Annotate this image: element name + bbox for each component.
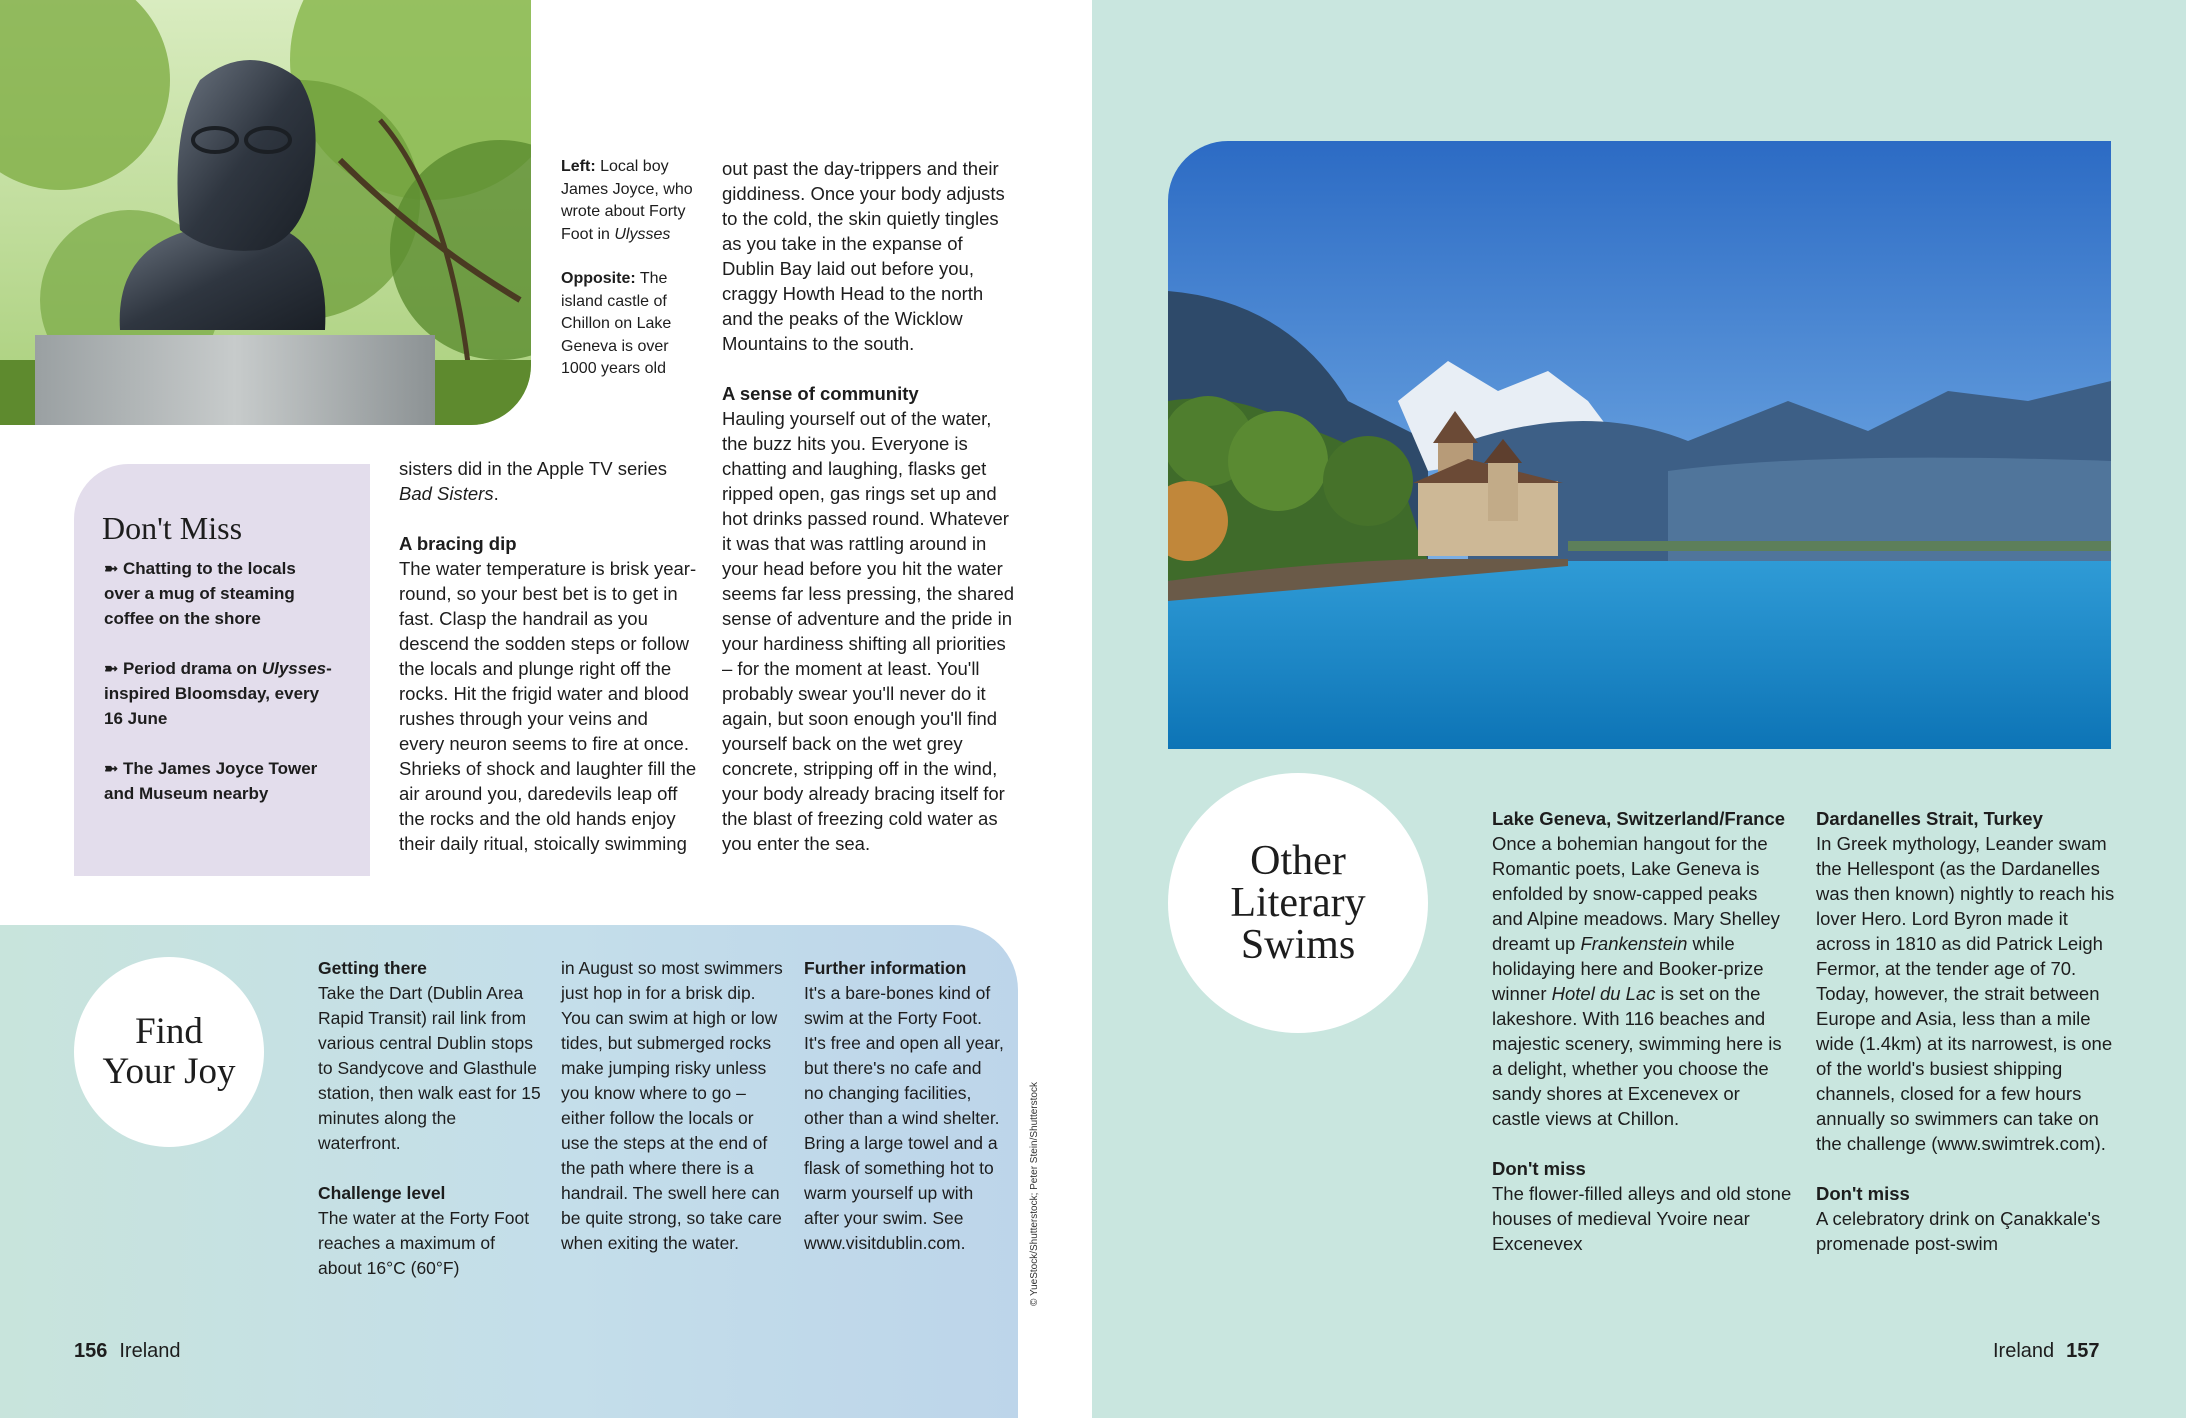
caption-left-italic: Ulysses xyxy=(614,225,671,243)
caption-opposite-label: Opposite: xyxy=(561,270,636,287)
getting-there-heading: Getting there xyxy=(318,958,427,978)
chillon-castle-photo xyxy=(1168,141,2111,749)
dont-miss-body: A celebratory drink on Çanakkale's promenade post-swim xyxy=(1816,1208,2101,1254)
find-joy-title-line: Find xyxy=(135,1011,203,1052)
page-number: 156 xyxy=(74,1340,108,1362)
getting-there-body: Take the Dart (Dublin Area Rapid Transit) rail link from various central Dublin stops to Sandycove and Glasthule station, then walk east for 15 minutes along the waterfront. xyxy=(318,983,541,1153)
lake-geneva-italic: Frankenstein xyxy=(1580,933,1688,954)
lake-geneva-heading: Lake Geneva, Switzerland/France xyxy=(1492,808,1786,829)
dont-miss-item xyxy=(104,656,334,731)
intro-text: sisters did in the Apple TV series xyxy=(399,458,668,479)
dont-miss-item xyxy=(104,756,334,806)
section-label: Ireland xyxy=(1993,1340,2055,1362)
intro-italic: Bad Sisters xyxy=(399,483,494,504)
arrow-icon: ➼ xyxy=(104,559,119,578)
section-body: out past the day-trippers and their giddiness. Once your body adjusts to the cold, the skin quietly tingles as you take in the expanse of Dublin Bay laid out before you, craggy Howth Head to the north and the peaks of the Wicklow Mountains to the south. xyxy=(722,158,1005,354)
photo-caption xyxy=(561,156,693,381)
dardanelles-column xyxy=(1816,806,2116,1256)
article-column-2 xyxy=(722,156,1019,856)
further-info-body: It's a bare-bones kind of swim at the Forty Foot. It's free and open all year, but there's no cafe and no changing facilities, other than a wind shelter. Bring a large towel and a flask of something hot to warm yourself up with after your swim. See www.visitdublin.com. xyxy=(804,983,1004,1253)
arrow-icon: ➼ xyxy=(104,759,119,778)
challenge-heading: Challenge level xyxy=(318,1183,446,1203)
other-title-line: Swims xyxy=(1240,922,1356,968)
lake-geneva-italic: Hotel du Lac xyxy=(1551,983,1656,1004)
page-folio-right xyxy=(1993,1340,2100,1363)
find-joy-column-2 xyxy=(561,956,785,1256)
section-heading: A sense of community xyxy=(722,383,919,404)
caption-opposite-text: The island castle of Chillon on Lake Geneva is over 1000 years old xyxy=(561,270,672,377)
other-title-line: Other xyxy=(1250,838,1346,884)
find-joy-column-1 xyxy=(318,956,543,1281)
dardanelles-body: In Greek mythology, Leander swam the Hellespont (as the Dardanelles was then known) nightly to reach his lover Hero. Lord Byron made it across in 1810 as did Patrick Leigh Fermor, at the tender age of 70. Today, however, the strait between Europe and Asia, less than a mile wide (1.4km) at its narrowest, is one of the world's busiest shipping channels, closed for a few hours annually so swimmers can take on the challenge (www.swimtrek.com). xyxy=(1816,833,2115,1154)
lake-geneva-body: while holidaying here and Booker-prize winner xyxy=(1492,933,1764,1004)
find-joy-column-3 xyxy=(804,956,1004,1256)
dont-miss-item-italic: Ulysses xyxy=(261,659,327,678)
challenge-body-continued: in August so most swimmers just hop in for a brisk dip. You can swim at high or low tides, but submerged rocks make jumping risky unless you know where to go – either follow the locals or use the steps at the end of the path where there is a handrail. The swell here can be quite strong, so take care when exiting the water. xyxy=(561,958,783,1253)
photo-credit: © YueStock/Shutterstock; Peter Stein/Shutterstock xyxy=(1029,1082,1040,1306)
section-label: Ireland xyxy=(119,1340,181,1362)
dardanelles-heading: Dardanelles Strait, Turkey xyxy=(1816,808,2043,829)
find-joy-title-line: Your Joy xyxy=(102,1051,236,1092)
other-literary-swims-badge xyxy=(1168,773,1428,1033)
other-title-line: Literary xyxy=(1230,880,1366,926)
james-joyce-bust-photo xyxy=(0,0,531,425)
dont-miss-item-text: The James Joyce Tower and Museum nearby xyxy=(104,759,318,803)
further-info-heading: Further information xyxy=(804,958,967,978)
challenge-body: The water at the Forty Foot reaches a maximum of about 16°C (60°F) xyxy=(318,1208,530,1278)
section-heading: A bracing dip xyxy=(399,533,517,554)
lake-geneva-column xyxy=(1492,806,1792,1256)
arrow-icon: ➼ xyxy=(104,659,119,678)
lake-geneva-body: is set on the lakeshore. With 116 beaches and majestic scenery, swimming here is a delight, whether you choose the sandy shores at Excenevex or castle views at Chillon. xyxy=(1492,983,1782,1129)
dont-miss-item-text: -inspired Bloomsday, every 16 June xyxy=(104,659,332,728)
page-number: 157 xyxy=(2066,1340,2100,1362)
dont-miss-body: The flower-filled alleys and old stone houses of medieval Yvoire near Excenevex xyxy=(1492,1183,1792,1254)
caption-left-text: Local boy James Joyce, who wrote about Forty Foot in xyxy=(561,158,693,243)
dont-miss-item xyxy=(104,556,334,631)
intro-text-end: . xyxy=(493,483,499,504)
dont-miss-item-text: Period drama on xyxy=(118,659,262,678)
find-your-joy-badge xyxy=(74,957,264,1147)
dont-miss-heading: Don't miss xyxy=(1816,1183,1910,1204)
section-body: The water temperature is brisk year-round, so your best bet is to get in fast. Clasp the handrail as you descend the sodden steps or follow the locals and plunge right off the rocks. Hit the frigid water and blood rushes through your veins and every neuron seems to fire at once. Shrieks of shock and laughter fill the air around you, daredevils leap off the rocks and the old hands enjoy their daily ritual, stoically swimming xyxy=(399,558,697,854)
section-body: Hauling yourself out of the water, the buzz hits you. Everyone is chatting and laughing, flasks get ripped open, gas rings set up and hot drinks passed round. Whatever it was that was rattling around in your head before you hit the water seems far less pressing, the shared sense of adventure and the pride in your hardiness shifting all priorities – for the moment at least. You'll probably swear you'll never do it again, but soon enough you'll find yourself back on the wet grey concrete, stripping off in the wind, your body already bracing itself for the blast of freezing cold water as you enter the sea. xyxy=(722,408,1015,854)
caption-left-label: Left: xyxy=(561,158,596,175)
dont-miss-item-text: Chatting to the locals over a mug of steaming coffee on the shore xyxy=(104,559,296,628)
article-column-1 xyxy=(399,456,697,856)
dont-miss-title: Don't Miss xyxy=(102,510,243,546)
lake-geneva-body: Once a bohemian hangout for the Romantic poets, Lake Geneva is enfolded by snow-capped peaks and Alpine meadows. Mary Shelley dreamt up xyxy=(1492,833,1780,954)
page-folio-left xyxy=(74,1340,181,1363)
dont-miss-heading: Don't miss xyxy=(1492,1158,1586,1179)
